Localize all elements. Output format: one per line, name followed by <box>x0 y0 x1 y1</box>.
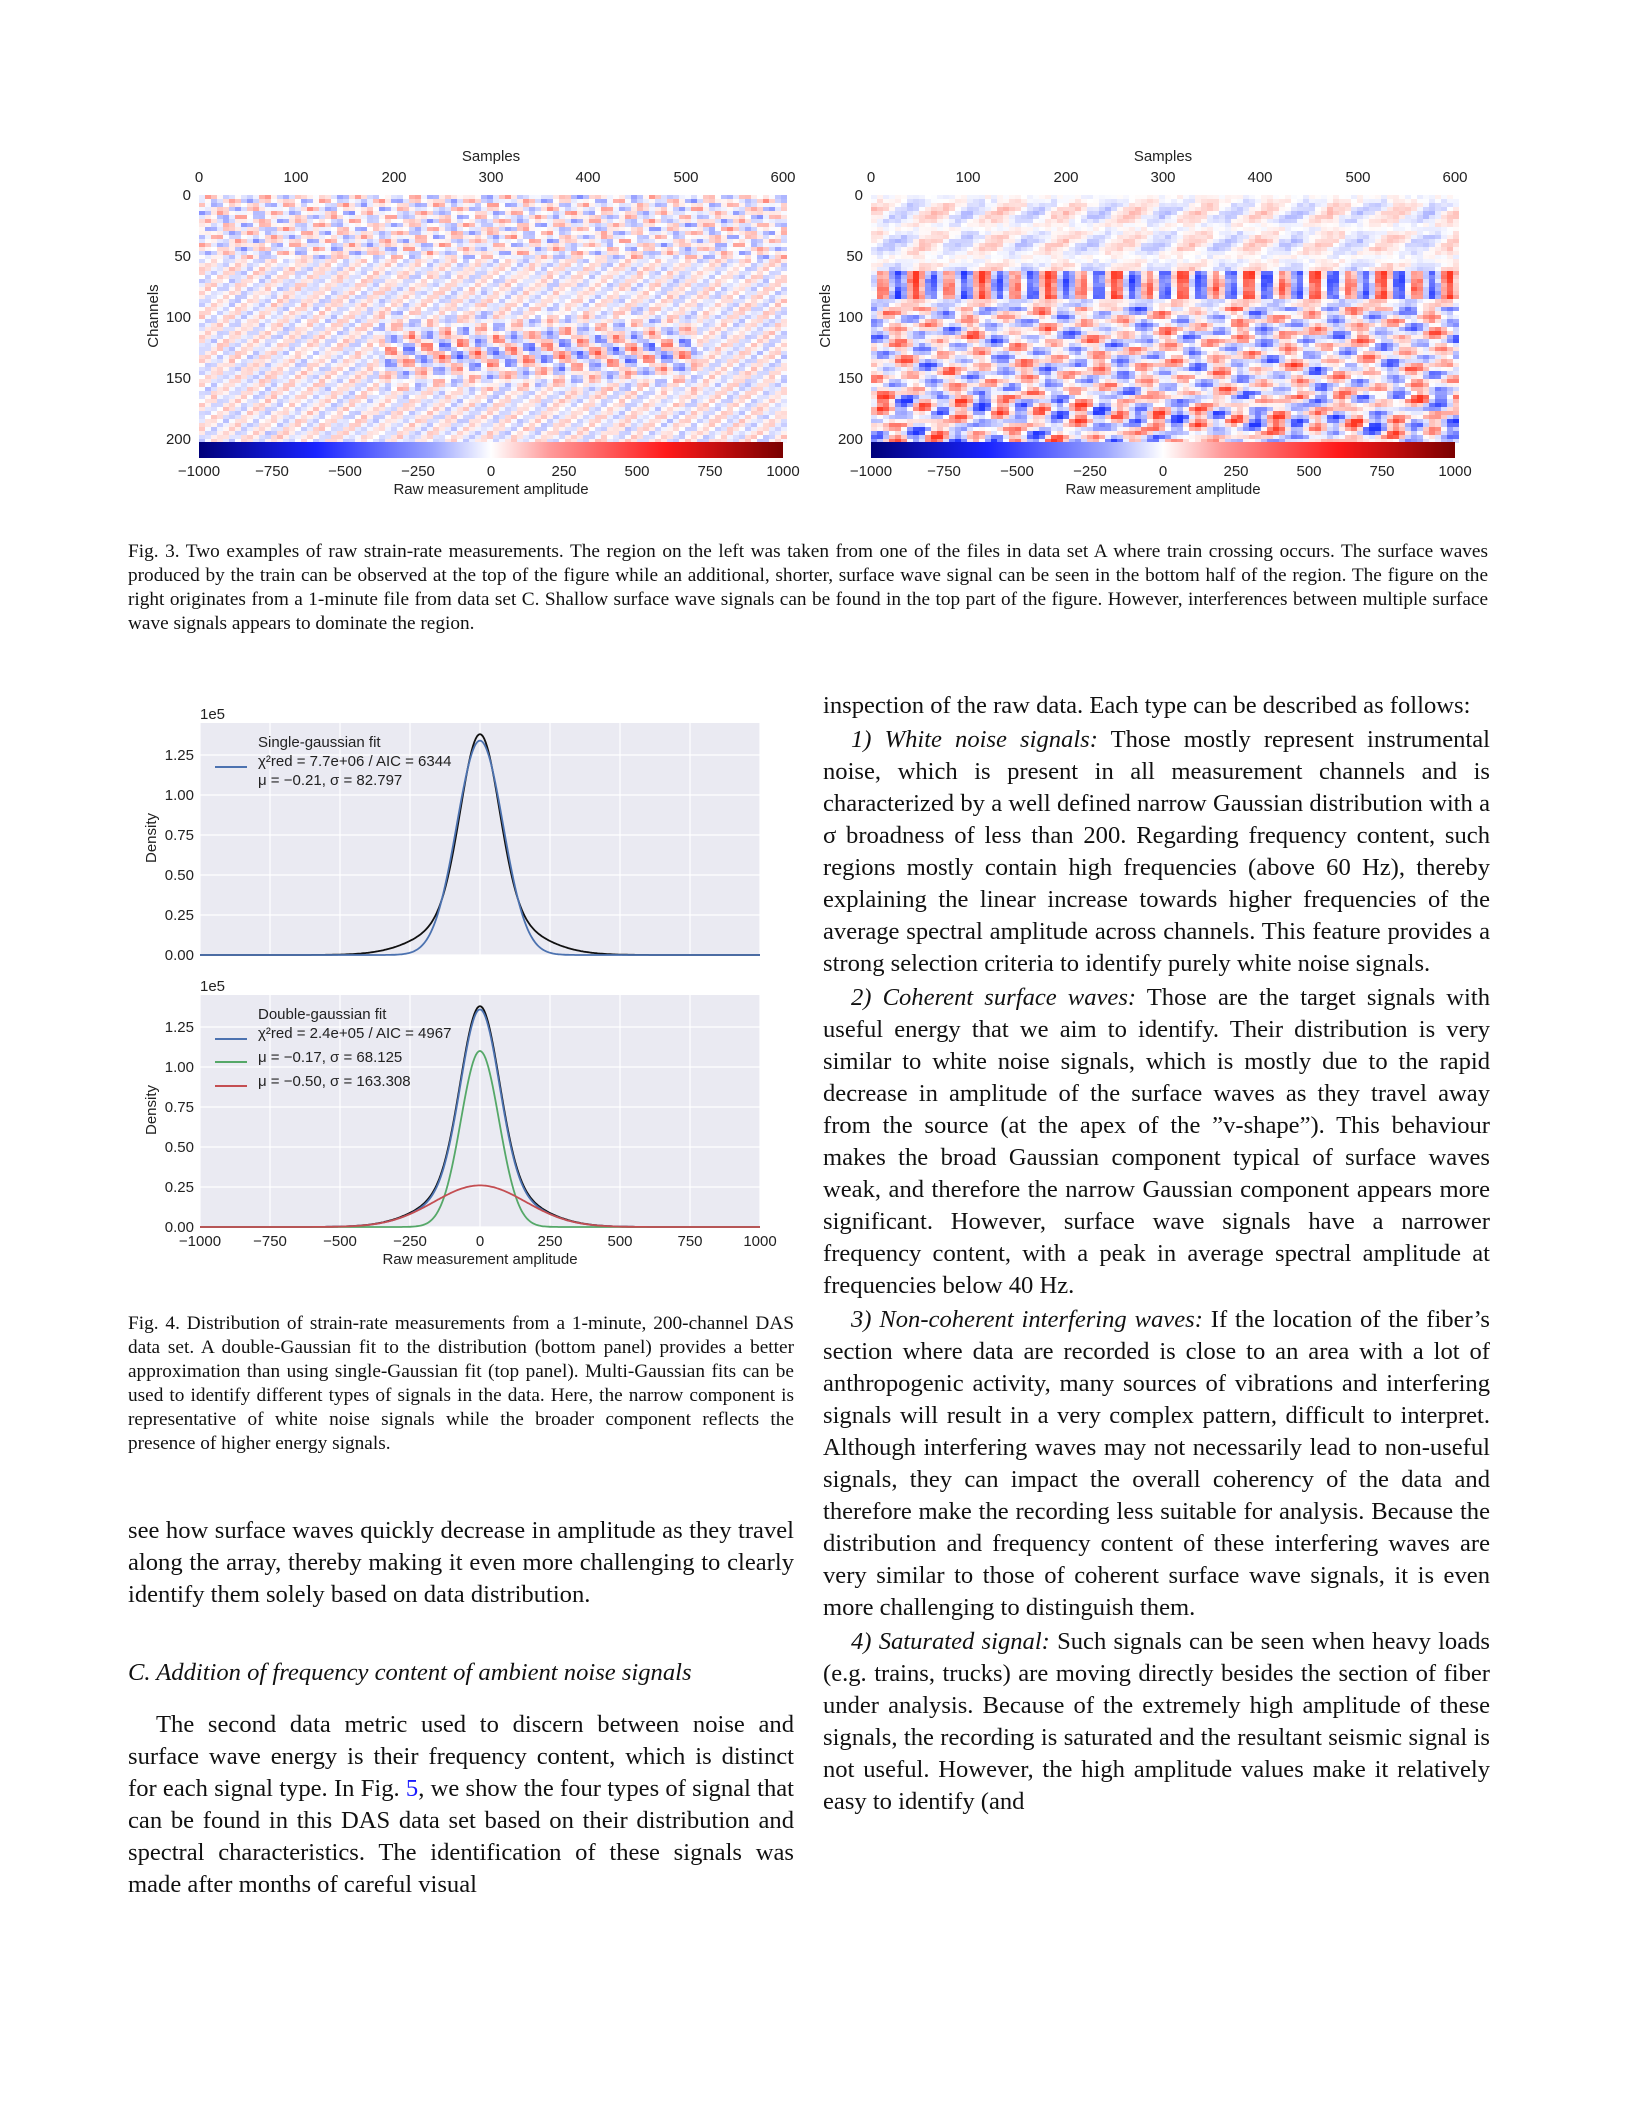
colorbar-label: Raw measurement amplitude <box>393 481 589 498</box>
x-tick: 500 <box>673 169 699 186</box>
cbar-tick: −250 <box>401 463 435 480</box>
cbar-tick: 0 <box>1158 463 1168 480</box>
x-tick: 250 <box>537 1233 563 1250</box>
legend-line3: μ = −0.50, σ = 163.308 <box>258 1073 411 1090</box>
x-tick: 1000 <box>743 1233 777 1250</box>
paragraph <box>823 1304 1490 1624</box>
cbar-tick: 250 <box>1223 463 1249 480</box>
colorbar <box>199 442 783 458</box>
legend-title: Single-gaussian fit <box>258 734 381 751</box>
y-tick: 0.50 <box>164 867 194 884</box>
cbar-tick: −750 <box>927 463 961 480</box>
fig4-figure <box>0 695 800 1275</box>
y-tick: 100 <box>837 309 863 326</box>
y-tick: 1.00 <box>164 1059 194 1076</box>
y-tick: 200 <box>837 431 863 448</box>
x-axis-label: Raw measurement amplitude <box>382 1251 578 1268</box>
fig3-left-panel <box>145 148 800 498</box>
x-ticks <box>195 169 796 186</box>
strain-rate-heatmap <box>871 195 1459 443</box>
fig4-bottom-panel <box>143 978 777 1268</box>
cbar-tick: 750 <box>1369 463 1395 480</box>
x-tick: −500 <box>323 1233 357 1250</box>
x-tick: −1000 <box>178 1233 222 1250</box>
paragraph <box>823 724 1490 980</box>
x-tick: 0 <box>475 1233 485 1250</box>
x-axis-label: Samples <box>1133 148 1193 165</box>
x-tick: 400 <box>575 169 601 186</box>
x-tick: 500 <box>1345 169 1371 186</box>
x-tick: 300 <box>1150 169 1176 186</box>
y-tick: 0 <box>182 187 191 204</box>
cbar-tick: −1000 <box>177 463 221 480</box>
fig3-right-panel <box>817 148 1472 498</box>
x-tick: −750 <box>253 1233 287 1250</box>
x-tick: 400 <box>1247 169 1273 186</box>
y-tick: 0 <box>854 187 863 204</box>
paragraph: see how surface waves quickly decrease in amplitude as they travel along the array, thereby making it even more challenging to clearly identify them solely based on data distribution. <box>128 1517 794 1608</box>
x-axis-label: Samples <box>461 148 521 165</box>
x-tick: 100 <box>955 169 981 186</box>
section-heading: C. Addition of frequency content of ambient noise signals <box>128 1659 692 1686</box>
cbar-tick: −250 <box>1073 463 1107 480</box>
y-tick: 0.25 <box>164 1179 194 1196</box>
fig4-caption: Fig. 4. Distribution of strain-rate measurements from a 1-minute, 200-channel DAS data set. A double-Gaussian fit to the distribution (bottom panel) provides a better approximation than using single-Gaussian fit (top panel). Multi-Gaussian fits can be used to identify different types of signals in the data. Here, the narrow component is representative of white noise signals while the broader component reflects the presence of higher energy signals. <box>128 1313 794 1454</box>
legend-line1: χ²red = 2.4e+05 / AIC = 4967 <box>258 1025 452 1042</box>
legend-title: Double-gaussian fit <box>258 1006 387 1023</box>
x-tick: 0 <box>194 169 204 186</box>
cbar-tick: 500 <box>1296 463 1322 480</box>
cbar-tick: 750 <box>697 463 723 480</box>
y-tick: 100 <box>165 309 191 326</box>
x-ticks <box>179 1233 777 1250</box>
y-tick: 1.25 <box>164 747 194 764</box>
x-tick: 100 <box>283 169 309 186</box>
cbar-tick: 0 <box>486 463 496 480</box>
y-axis-label: Channels <box>817 284 834 348</box>
y-ticks <box>165 1019 194 1236</box>
x-ticks <box>867 169 1468 186</box>
scale-label: 1e5 <box>200 978 226 995</box>
colorbar <box>871 442 1455 458</box>
x-tick: 0 <box>866 169 876 186</box>
y-ticks <box>838 187 863 448</box>
fig4-top-panel <box>143 706 760 964</box>
y-tick: 0.75 <box>164 827 194 844</box>
text: Those mostly represent instrumental noise, which is present in all measurement channels and is characterized by a well defined narrow Gaussian distribution with a σ broadness of less than 200. Regarding frequency content, such regions mostly contain high frequencies (above 60 Hz), thereby explaining the linear increase towards higher frequencies of the average spectral amplitude across channels. This feature provides a strong selection criteria to identify purely white noise signals. <box>823 726 1490 977</box>
legend-line2: μ = −0.17, σ = 68.125 <box>258 1049 403 1066</box>
paragraph <box>823 982 1490 1302</box>
paragraph <box>128 1709 794 1901</box>
x-tick: −250 <box>393 1233 427 1250</box>
y-axis-label: Channels <box>145 284 162 348</box>
y-tick: 50 <box>174 248 191 265</box>
x-tick: 500 <box>607 1233 633 1250</box>
colorbar-label: Raw measurement amplitude <box>1065 481 1261 498</box>
strain-rate-heatmap <box>199 195 787 443</box>
cbar-tick: 250 <box>551 463 577 480</box>
legend-line2: μ = −0.21, σ = 82.797 <box>258 772 403 789</box>
cbar-tick: 1000 <box>766 463 800 480</box>
y-tick: 0.25 <box>164 907 194 924</box>
subheading: 2) Coherent surface waves: <box>851 984 1137 1011</box>
y-tick: 1.25 <box>164 1019 194 1036</box>
figure-link[interactable]: 5 <box>405 1775 419 1802</box>
cbar-tick: −500 <box>1000 463 1034 480</box>
y-tick: 150 <box>837 370 863 387</box>
colorbar-ticks <box>178 463 800 480</box>
y-tick: 0.00 <box>164 1219 194 1236</box>
x-tick: 750 <box>677 1233 703 1250</box>
x-tick: 200 <box>381 169 407 186</box>
subheading: 1) White noise signals: <box>851 726 1098 753</box>
y-axis-label: Density <box>143 1084 160 1136</box>
fig3-caption: Fig. 3. Two examples of raw strain-rate measurements. The region on the left was taken from one of the files in data set A where train crossing occurs. The surface waves produced by the train can be observed at the top of the figure while an additional, shorter, surface wave signal can be seen in the bottom half of the region. The figure on the right originates from a 1-minute file from data set C. Shallow surface wave signals can be found in the top part of the figure. However, interferences between multiple surface wave signals appears to dominate the region. <box>128 541 1488 634</box>
paragraph <box>823 1626 1490 1818</box>
x-tick: 600 <box>770 169 796 186</box>
right-column <box>823 690 1490 1820</box>
cbar-tick: 1000 <box>1438 463 1472 480</box>
scale-label: 1e5 <box>200 706 226 723</box>
x-tick: 200 <box>1053 169 1079 186</box>
cbar-tick: 500 <box>624 463 650 480</box>
x-tick: 300 <box>478 169 504 186</box>
y-tick: 0.00 <box>164 947 194 964</box>
text: , we show the four types of signal that can be found in this DAS data set based on their distribution and spectral characteristics. The identification of these signals was made after months of careful visual <box>128 1775 794 1898</box>
cbar-tick: −500 <box>328 463 362 480</box>
left-column <box>128 1515 794 1903</box>
y-tick: 50 <box>846 248 863 265</box>
text: If the location of the fiber’s section where data are recorded is close to an area with a lot of anthropogenic activity, many sources of vibrations and interfering signals will result in a very complex pattern, difficult to interpret. Although interfering waves may not necessarily lead to non-useful signals, they can impact the overall coherency of the data and therefore make the recording less suitable for analysis. Because the distribution and frequency content of these interfering waves are very similar to those of coherent surface wave signals, it is even more challenging to distinguish them. <box>823 1306 1490 1621</box>
text: The second data metric used to discern between noise and surface wave energy is their frequency content, which is distinct for each signal type. In Fig. <box>128 1711 794 1802</box>
paragraph: inspection of the raw data. Each type can be described as follows: <box>823 692 1471 719</box>
cbar-tick: −750 <box>255 463 289 480</box>
fig3-figure <box>0 0 1632 520</box>
subheading: 3) Non-coherent interfering waves: <box>851 1306 1203 1333</box>
legend-line1: χ²red = 7.7e+06 / AIC = 6344 <box>258 753 452 770</box>
subheading: 4) Saturated signal: <box>851 1628 1050 1655</box>
y-ticks <box>166 187 191 448</box>
y-tick: 0.75 <box>164 1099 194 1116</box>
y-tick: 150 <box>165 370 191 387</box>
y-axis-label: Density <box>143 812 160 864</box>
text: Such signals can be seen when heavy loads (e.g. trains, trucks) are moving directly besides the section of fiber under analysis. Because of the extremely high amplitude of these signals, the recording is saturated and the resultant seismic signal is not useful. However, the high amplitude values make it relatively easy to identify (and <box>823 1628 1491 1815</box>
y-tick: 200 <box>165 431 191 448</box>
y-tick: 1.00 <box>164 787 194 804</box>
x-tick: 600 <box>1442 169 1468 186</box>
text: Those are the target signals with useful energy that we aim to identify. Their distribution is very similar to white noise signals, which is mostly due to the rapid decrease in amplitude of the surface waves as they travel away from the source (at the apex of the ”v-shape”). This behaviour makes the broad Gaussian component typical of surface waves weak, and therefore the narrow Gaussian component appears more significant. However, surface wave signals have a narrower frequency content, with a peak in average spectral amplitude at frequencies below 40 Hz. <box>823 984 1490 1299</box>
y-tick: 0.50 <box>164 1139 194 1156</box>
colorbar-ticks <box>850 463 1472 480</box>
y-ticks <box>165 747 194 964</box>
cbar-tick: −1000 <box>849 463 893 480</box>
